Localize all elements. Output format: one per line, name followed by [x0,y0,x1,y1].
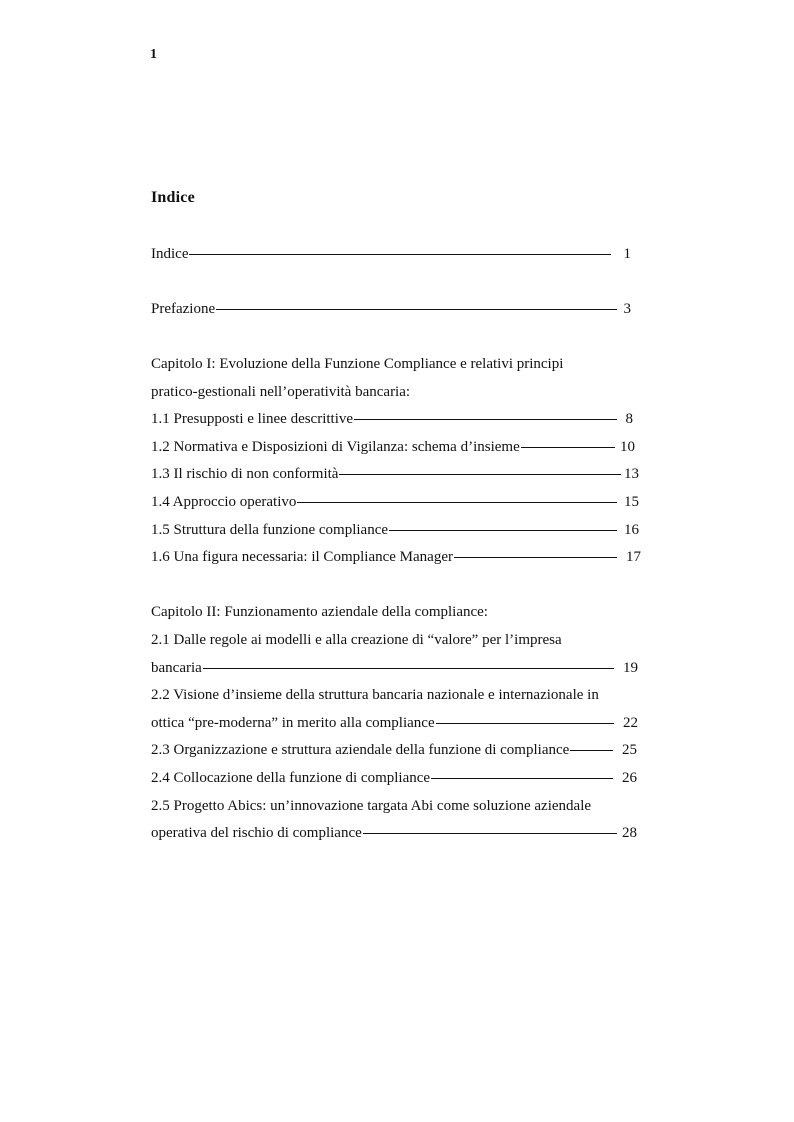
chapter-1-heading-line-1: Capitolo I: Evoluzione della Funzione Compliance e relativi principi [151,356,564,372]
toc-entry-page: 28 [622,825,637,841]
dot-leader [203,668,614,669]
toc-entry-1-1[interactable] [151,409,633,429]
toc-entry-page: 19 [623,660,638,676]
dot-leader [297,502,617,503]
dot-leader [354,419,617,420]
dot-leader [339,474,621,475]
toc-entry-2-2[interactable] [151,713,638,733]
toc-entry-page: 26 [622,770,637,786]
toc-entry-page: 13 [624,466,639,482]
toc-entry-2-5[interactable] [151,823,637,843]
toc-entry-title: ottica “pre-moderna” in merito alla compliance [151,715,435,731]
toc-entry-page: 15 [624,494,639,510]
dot-leader [454,557,617,558]
toc-entry-2-1[interactable] [151,658,638,678]
toc-entry-title: 1.5 Struttura della funzione compliance [151,522,389,538]
toc-entry-prefazione[interactable] [151,299,631,319]
toc-entry-title: Prefazione [151,301,216,317]
toc-entry-title: 1.3 Il rischio di non conformità [151,466,339,482]
toc-entry-title: 1.2 Normativa e Disposizioni di Vigilanza: schema d’insieme [151,439,520,455]
toc-entry-1-3[interactable] [151,464,639,484]
toc-entry-page: 22 [623,715,638,731]
dot-leader [216,309,617,310]
toc-entry-1-6[interactable] [151,547,641,567]
toc-entry-title: bancaria [151,660,202,676]
chapter-1-heading-line-2: pratico-gestionali nell’operatività bancaria: [151,384,411,400]
toc-entry-title: 2.4 Collocazione della funzione di compliance [151,770,431,786]
toc-entry-1-4[interactable] [151,492,639,512]
dot-leader [389,530,617,531]
toc-entry-page: 25 [622,742,637,758]
toc-entry-page: 3 [623,301,631,317]
toc-entry-page: 16 [624,522,639,538]
dot-leader [189,254,611,255]
toc-entry-1-2[interactable] [151,437,635,457]
toc-entry-indice[interactable] [151,244,631,264]
section-2-2-line-1: 2.2 Visione d’insieme della struttura bancaria nazionale e internazionale in [151,687,599,703]
dot-leader [521,447,615,448]
section-2-1-line-1: 2.1 Dalle regole ai modelli e alla creazione di “valore” per l’impresa [151,632,562,648]
toc-entry-title: 1.4 Approccio operativo [151,494,297,510]
dot-leader [436,723,614,724]
toc-entry-2-3[interactable] [151,740,637,760]
toc-entry-title: 2.3 Organizzazione e struttura aziendale della funzione di compliance [151,742,570,758]
chapter-2-heading: Capitolo II: Funzionamento aziendale della compliance: [151,604,488,620]
dot-leader [363,833,617,834]
toc-entry-page: 1 [623,246,631,262]
toc-entry-1-5[interactable] [151,520,639,540]
toc-entry-page: 17 [626,549,641,565]
dot-leader [570,750,613,751]
toc-entry-title: operativa del rischio di compliance [151,825,362,841]
dot-leader [431,778,613,779]
section-2-5-line-1: 2.5 Progetto Abics: un’innovazione targata Abi come soluzione aziendale [151,798,592,814]
toc-entry-title: Indice [151,246,189,262]
toc-entry-title: 1.6 Una figura necessaria: il Compliance Manager [151,549,453,565]
toc-entry-2-4[interactable] [151,768,637,788]
toc-entry-page: 10 [620,439,635,455]
toc-entry-page: 8 [625,411,633,427]
toc-entry-title: 1.1 Presupposti e linee descrittive [151,411,354,427]
index-heading: Indice [151,189,195,206]
page-number: 1 [150,47,157,62]
